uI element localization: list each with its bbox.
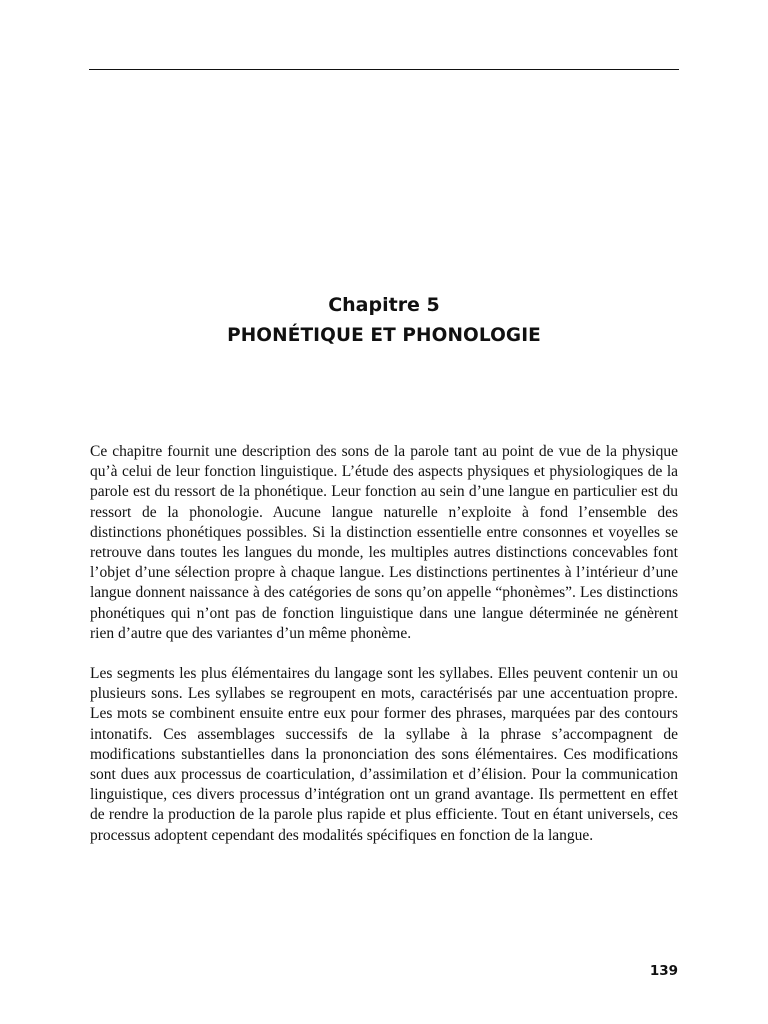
chapter-title: PHONÉTIQUE ET PHONOLOGIE (227, 325, 541, 346)
page-number: 139 (649, 963, 678, 979)
chapter-label: Chapitre 5 (328, 294, 440, 316)
header-rule (89, 69, 679, 70)
paragraph-2: Les segments les plus élémentaires du langage sont les syllabes. Elles peuvent contenir un ou plusieurs sons. Les syllabes se regroupent en mots, caractérisés par une accentuation propre. Les mots se combinent ensuite entre eux pour former des phrases, marquées par des contours intonatifs. Ces assemblages successifs de la syllabe à la phrase s’accompagnent de modifications substantielles dans la prononciation des sons élémentaires. Ces modifications sont dues aux processus de coarticulation, d’assimilation et d’élision. Pour la communication linguistique, ces divers processus d’intégration ont un grand avantage. Ils permettent en effet de rendre la production de la parole plus rapide et plus efficiente. Tout en étant universels, ces processus adoptent cependant des modalités spécifiques en fonction de la langue. (90, 665, 678, 844)
paragraph-1: Ce chapitre fournit une description des sons de la parole tant au point de vue de la physique qu’à celui de leur fonction linguistique. L’étude des aspects physiques et physiologiques de la parole est du ressort de la phonétique. Leur fonction au sein d’une langue en particulier est du ressort de la phonologie. Aucune langue naturelle n’exploite à fond l’ensemble des distinctions phonétiques possibles. Si la distinction essentielle entre consonnes et voyelles se retrouve dans toutes les langues du monde, les multiples autres distinctions concevables font l’objet d’une sélection propre à chaque langue. Les distinctions pertinentes à l’intérieur d’une langue donnent naissance à des catégories de sons qu’on appelle “phonèmes”. Les distinctions phonétiques qui n’ont pas de fonction linguistique dans une langue déterminée ne génèrent rien d’autre que des variantes d’un même phonème. (90, 443, 678, 642)
chapter-heading (0, 290, 768, 352)
body-text (90, 442, 678, 866)
